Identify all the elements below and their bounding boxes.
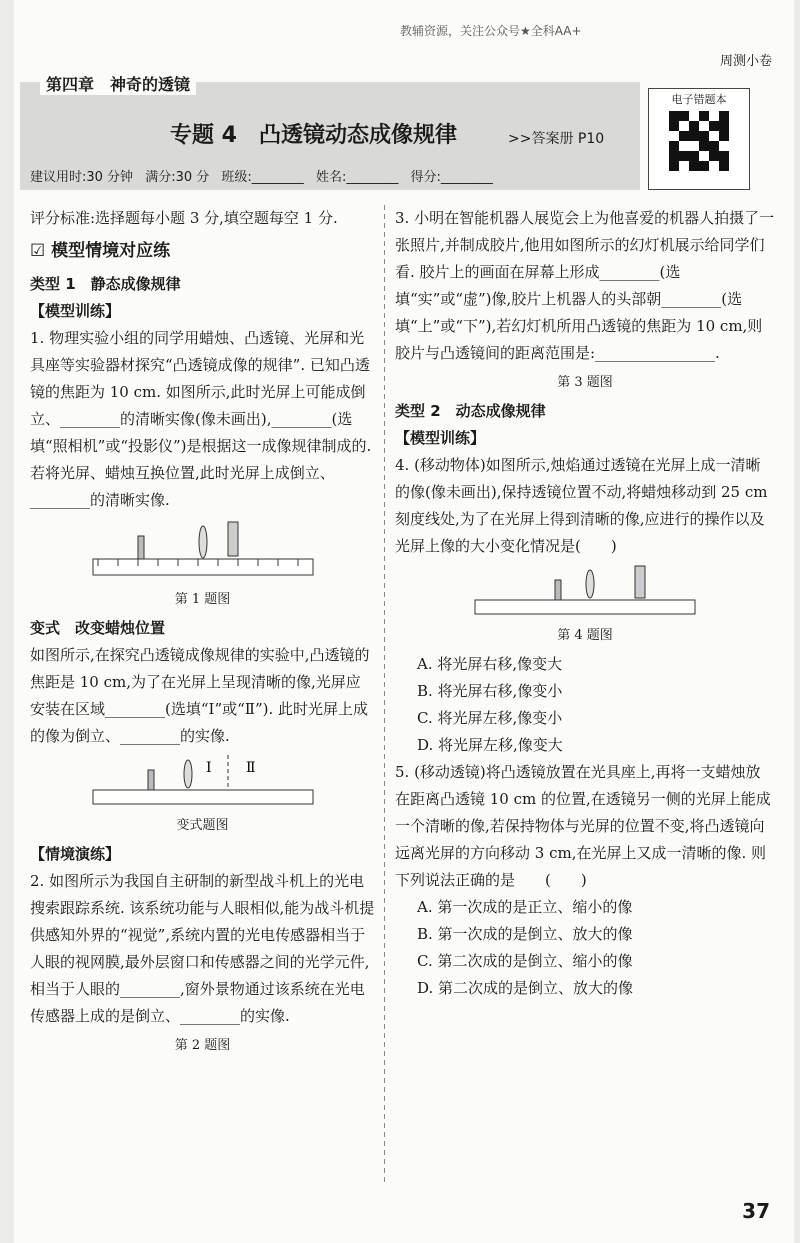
- qr-code[interactable]: [648, 88, 750, 190]
- type1-title: 类型 1 静态成像规律: [30, 275, 181, 293]
- qr-pattern: [669, 111, 729, 171]
- variant-question: 如图所示,在探究凸透镜成像规律的实验中,凸透镜的焦距是 10 cm,为了在光屏上呈现清晰的像,光屏应安装在区域________(选填“Ⅰ”或“Ⅱ”). 此时光屏上成的像为倒立、________的实像.: [30, 646, 370, 745]
- left-column: [30, 205, 375, 1061]
- figure-2-caption: 第 2 题图: [174, 1038, 231, 1053]
- q4-option-c[interactable]: C. 将光屏左移,像变小: [417, 709, 563, 727]
- question-1: 1. 物理实验小组的同学用蜡烛、凸透镜、光屏和光具座等实验器材探究“凸透镜成像的规律”. 已知凸透镜的焦距为 10 cm. 如图所示,此时光屏上可能成倒立、________的清晰实像(像未画出),________(选填“照相机”或“投影仪”)是根据这一成像规律制成的. 若将光屏、蜡烛互换位置,此时光屏上成倒立、________的清晰实像.: [30, 329, 372, 509]
- q4-option-a[interactable]: A. 将光屏右移,像变大: [417, 655, 563, 673]
- q5-option-a[interactable]: A. 第一次成的是正立、缩小的像: [417, 898, 633, 916]
- q5-option-d[interactable]: D. 第二次成的是倒立、放大的像: [417, 979, 634, 997]
- type2-title: 类型 2 动态成像规律: [395, 402, 546, 420]
- variant-title: 变式 改变蜡烛位置: [30, 619, 166, 637]
- topic-title: 专题 4 凸透镜动态成像规律: [170, 123, 457, 148]
- q5-option-b[interactable]: B. 第一次成的是倒立、放大的像: [417, 925, 633, 943]
- page-number: 37: [742, 1199, 770, 1223]
- qr-label: 电子错题本: [671, 93, 727, 106]
- full-score: 满分:30 分: [145, 170, 210, 185]
- svg-text:Ⅱ: Ⅱ: [245, 760, 256, 776]
- class-field: 班级:________: [221, 170, 304, 185]
- meta-line: [30, 166, 501, 185]
- suggested-time: 建议用时:30 分钟: [30, 170, 134, 185]
- q5-option-c[interactable]: C. 第二次成的是倒立、缩小的像: [417, 952, 633, 970]
- weekly-label: 周测小卷: [719, 54, 772, 69]
- question-5: 5. (移动透镜)将凸透镜放置在光具座上,再将一支蜡烛放在距离凸透镜 10 cm 的位置,在透镜另一侧的光屏上能成一个清晰的像,若保持物体与光屏的位置不变,将凸透镜向远离光屏的方向移动 3 cm,在光屏上又成一清晰的像. 则下列说法正确的是 ( ): [395, 763, 771, 889]
- scoring-rule: 评分标准:选择题每小题 3 分,填空题每空 1 分.: [30, 209, 338, 227]
- column-divider: [384, 205, 385, 1185]
- q4-option-b[interactable]: B. 将光屏右移,像变小: [417, 682, 563, 700]
- name-field: 姓名:________: [315, 170, 399, 185]
- model-train-label-2: 【模型训练】: [395, 429, 486, 447]
- ruler-figure-variant: [88, 750, 318, 810]
- question-2: 2. 如图所示为我国自主研制的新型战斗机上的光电搜索跟踪系统. 该系统功能与人眼相似,能为战斗机提供感知外界的“视觉”,系统内置的光电传感器相当于人眼的视网膜,最外层窗口和传感器之间的光学元件,相当于人眼的________,窗外景物通过该系统在光电传感器上成的是倒立、________的实像.: [30, 872, 375, 1025]
- model-train-label: 【模型训练】: [30, 302, 121, 320]
- figure-3-caption: 第 3 题图: [557, 375, 613, 390]
- chapter-title: 第四章 神奇的透镜: [40, 72, 196, 95]
- section-title: ☑ 模型情境对应练: [30, 241, 171, 261]
- top-note: 教辅资源，关注公众号★全科AA+: [400, 24, 582, 38]
- question-3: 3. 小明在智能机器人展览会上为他喜爱的机器人拍摄了一张照片,并制成胶片,他用如图所示的幻灯机展示给同学们看. 胶片上的画面在屏幕上形成________(选填“实”或“虚”)像,胶片上机器人的头部朝________(选填“上”或“下”),若幻灯机所用凸透镜的焦距为 10 cm,则胶片与凸透镜间的距离范围是:________________.: [395, 209, 775, 362]
- question-4: 4. (移动物体)如图所示,烛焰通过透镜在光屏上成一清晰的像(像未画出),保持透镜位置不动,将蜡烛移动到 25 cm 刻度线处,为了在光屏上得到清晰的像,应进行的操作以及光屏上像的大小变化情况是( ): [395, 456, 768, 555]
- figure-4-caption: 第 4 题图: [557, 628, 613, 643]
- svg-text:Ⅰ: Ⅰ: [205, 760, 212, 776]
- ruler-figure-1: [88, 514, 318, 584]
- score-field: 得分:________: [410, 170, 493, 185]
- scenario-label: 【情境演练】: [30, 845, 121, 863]
- ruler-figure-4: [470, 560, 700, 620]
- figure-1-caption: 第 1 题图: [174, 592, 231, 607]
- q4-option-d[interactable]: D. 将光屏左移,像变大: [417, 736, 563, 754]
- variant-caption: 变式题图: [176, 818, 229, 833]
- answer-reference: >>答案册 P10: [508, 131, 605, 147]
- right-column: [395, 205, 775, 1002]
